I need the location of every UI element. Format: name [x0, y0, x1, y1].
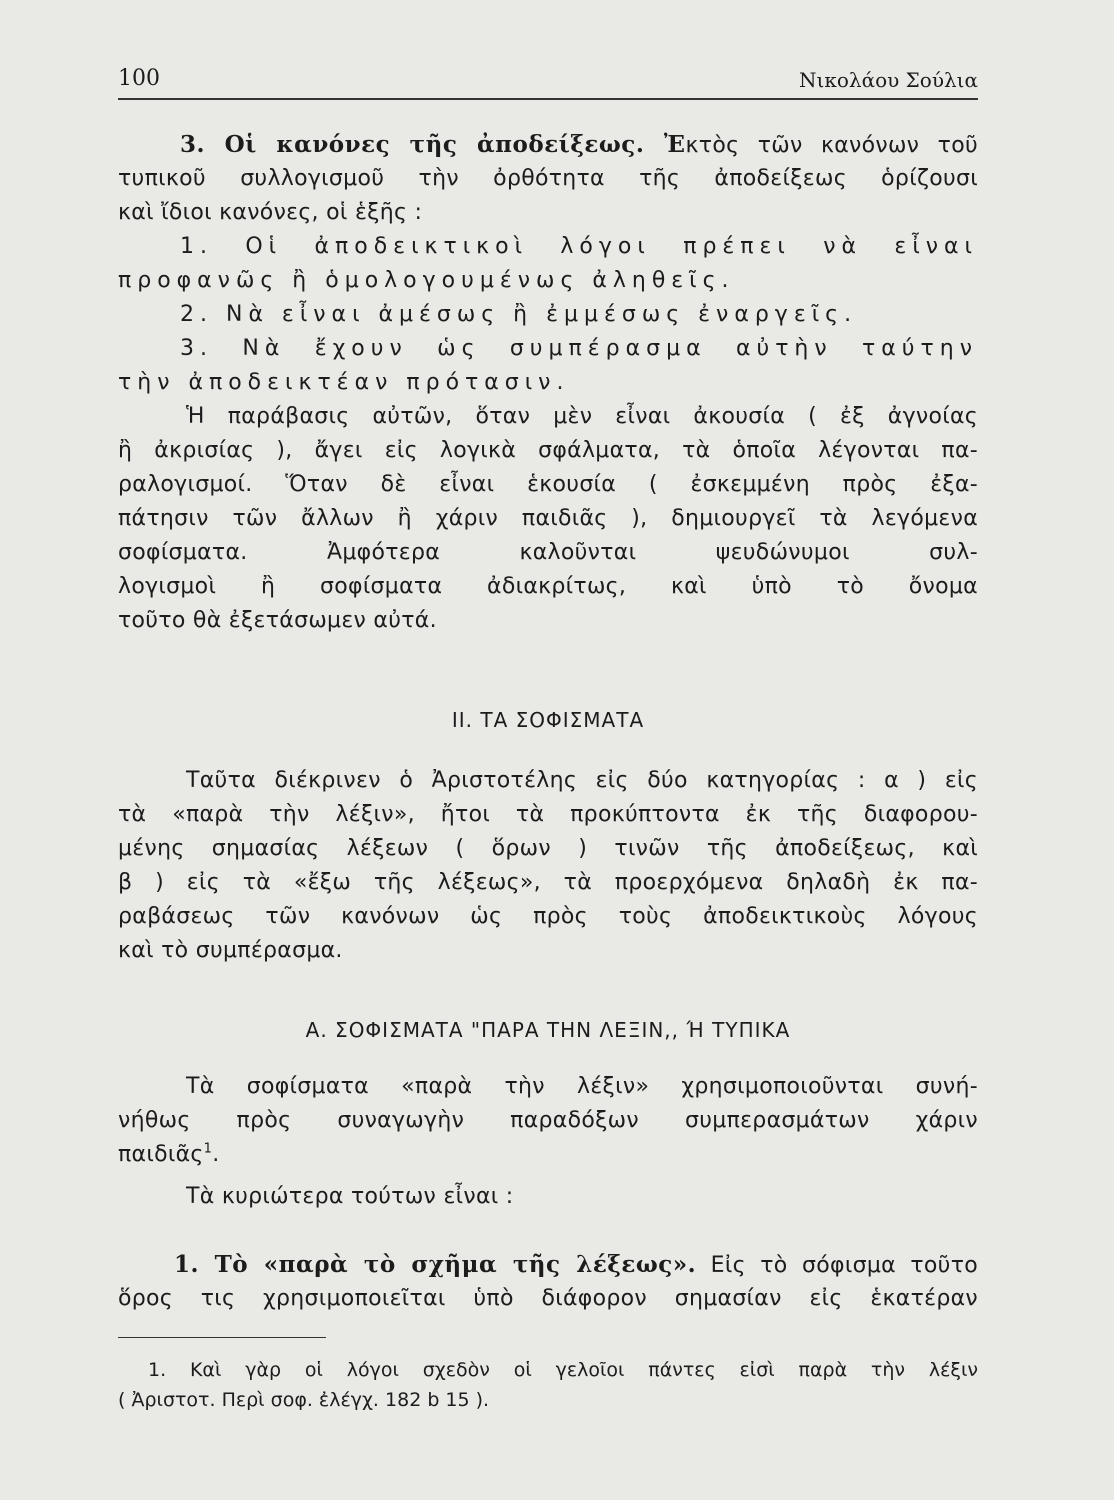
- text-line: τυπικοῦ συλλογισμοῦ τὴν ὀρθότητα τῆς ἀποδείξεως ὁρίζουσι: [118, 166, 978, 191]
- section-paragraph: [118, 764, 978, 968]
- text-line: καὶ ἴδιοι κανόνες, οἱ ἑξῆς :: [118, 200, 423, 225]
- text-line: ραλογισμοί. Ὅταν δὲ εἶναι ἑκουσία ( ἐσκεμμένη πρὸς ἐξα-: [118, 472, 978, 497]
- footnote-separator: [118, 1337, 326, 1338]
- footnote: [118, 1355, 978, 1415]
- item1-paragraph: [118, 1248, 978, 1316]
- footnote-line: 1. Καὶ γὰρ οἱ λόγοι σχεδὸν οἱ γελοῖοι πάντες εἰσὶ παρὰ τὴν λέξιν: [148, 1359, 978, 1381]
- text-line: παιδιᾶς$^1$.: [118, 1141, 220, 1167]
- text-line: πάτησιν τῶν ἄλλων ἢ χάριν παιδιᾶς ), δημιουργεῖ τὰ λεγόμενα: [118, 506, 978, 531]
- item1-heading: 1. Τὸ «παρὰ τὸ σχῆμα τῆς λέξεως».: [174, 1251, 697, 1278]
- list-intro: [118, 1180, 978, 1214]
- text-line: ὅρος τις χρησιμοποιεῖται ὑπὸ διάφορον σημασίαν εἰς ἑκατέραν: [118, 1286, 978, 1311]
- text-line: τοῦτο θὰ ἐξετάσωμεν αὐτά.: [118, 608, 437, 633]
- text-line: τὴν ἀποδεικτέαν πρότασιν.: [118, 370, 570, 395]
- text-line: 1. Τὸ «παρὰ τὸ σχῆμα τῆς λέξεως». Εἰς τὸ σόφισμα τοῦτο: [174, 1251, 978, 1278]
- running-head: Νικολάου Σούλια: [799, 68, 978, 92]
- text-line: Ἡ παράβασις αὐτῶν, ὅταν μὲν εἶναι ἀκουσία ( ἐξ ἀγνοίας: [186, 404, 978, 429]
- footnote-reference: 1: [203, 1141, 213, 1157]
- text-line: β ) εἰς τὰ «ἔξω τῆς λέξεως», τὰ προερχόμενα δηλαδὴ ἐκ πα-: [118, 870, 978, 895]
- list-item: 3. Νὰ ἔχουν ὡς συμπέρασμα αὐτὴν ταύτην: [180, 336, 978, 361]
- text-line: 3. Οἱ κανόνες τῆς ἀποδείξεως. Ἐκτὸς τῶν κανόνων τοῦ: [180, 131, 978, 158]
- footnote-line: ( Ἀριστοτ. Περὶ σοφ. ἐλέγχ. 182 b 15 ).: [118, 1389, 490, 1411]
- text-line: Ταῦτα διέκρινεν ὁ Ἀριστοτέλης εἰς δύο κατηγορίας : α ) εἰς: [186, 768, 978, 793]
- section-heading: II. ΤΑ ΣΟΦΙΣΜΑΤΑ: [451, 708, 645, 732]
- rules-paragraph: [118, 128, 978, 638]
- rules-heading: 3. Οἱ κανόνες τῆς ἀποδείξεως. Ἐ: [180, 131, 686, 158]
- text-line: νήθως πρὸς συναγωγὴν παραδόξων συμπερασμάτων χάριν: [118, 1108, 978, 1133]
- text-line: σοφίσματα. Ἀμφότερα καλοῦνται ψευδώνυμοι συλ-: [118, 540, 978, 565]
- page-number: 100: [118, 66, 160, 91]
- subsection-paragraph: [118, 1070, 978, 1172]
- text-line: ραβάσεως τῶν κανόνων ὡς πρὸς τοὺς ἀποδεικτικοὺς λόγους: [118, 904, 978, 929]
- text-line: Τὰ κυριώτερα τούτων εἶναι :: [186, 1184, 514, 1209]
- text-line: Τὰ σοφίσματα «παρὰ τὴν λέξιν» χρησιμοποιοῦνται συνή-: [186, 1074, 978, 1099]
- text-line: τὰ «παρὰ τὴν λέξιν», ἤτοι τὰ προκύπτοντα ἐκ τῆς διαφορου-: [118, 802, 978, 827]
- list-item: 2. Νὰ εἶναι ἀμέσως ἢ ἐμμέσως ἐναργεῖς.: [180, 302, 858, 327]
- text-line: προφανῶς ἢ ὁμολογουμένως ἀληθεῖς.: [118, 268, 735, 293]
- subsection-heading: Α. ΣΟΦΙΣΜΑΤΑ "ΠΑΡΑ ΤΗΝ ΛΕΞΙΝ,, Ή ΤΥΠΙΚΑ: [305, 1018, 791, 1042]
- text-line: ἢ ἀκρισίας ), ἄγει εἰς λογικὰ σφάλματα, τὰ ὁποῖα λέγονται πα-: [118, 438, 978, 463]
- list-item: 1. Οἱ ἀποδεικτικοὶ λόγοι πρέπει νὰ εἶναι: [180, 234, 978, 259]
- text-line: μένης σημασίας λέξεων ( ὅρων ) τινῶν τῆς ἀποδείξεως, καὶ: [118, 836, 978, 861]
- page-header: [118, 62, 978, 100]
- text-line: καὶ τὸ συμπέρασμα.: [118, 938, 343, 963]
- text-line: λογισμοὶ ἢ σοφίσματα ἀδιακρίτως, καὶ ὑπὸ τὸ ὄνομα: [118, 574, 978, 599]
